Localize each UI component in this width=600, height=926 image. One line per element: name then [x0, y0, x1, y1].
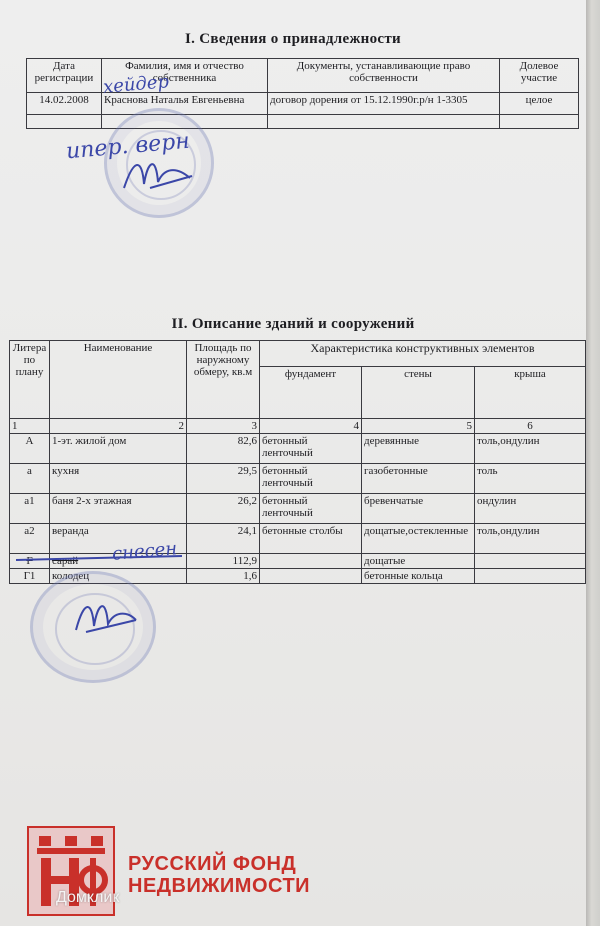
cell-litera: а1: [10, 494, 50, 524]
handwritten-note: хейдер: [102, 71, 170, 98]
cell-walls: бетонные кольца: [362, 569, 475, 584]
cell-roof: толь: [475, 464, 586, 494]
header-construction: Характеристика конструктивных элементов: [260, 341, 586, 367]
cell-area: 29,5: [187, 464, 260, 494]
column-number: 3: [187, 419, 260, 434]
cell-foundation: бетонный ленточный: [260, 464, 362, 494]
cell-walls: газобетонные: [362, 464, 475, 494]
column-number: 6: [475, 419, 586, 434]
table-row: [10, 464, 586, 494]
cell-area: 24,1: [187, 524, 260, 554]
column-number: 5: [362, 419, 475, 434]
signature: [120, 148, 200, 198]
header-reg-date: Дата регистрации: [27, 59, 102, 93]
header-walls: стены: [362, 367, 475, 419]
cell-name: кухня: [50, 464, 187, 494]
column-numbers: [10, 419, 586, 434]
cell-name: колодец: [50, 569, 187, 584]
cell-foundation: бетонный ленточный: [260, 494, 362, 524]
buildings-table: [9, 340, 586, 584]
page-edge: [586, 0, 600, 926]
cell-area: 26,2: [187, 494, 260, 524]
cell-foundation: [260, 554, 362, 569]
cell-walls: бревенчатые: [362, 494, 475, 524]
cell-name: сарай: [50, 554, 187, 569]
header-foundation: фундамент: [260, 367, 362, 419]
column-number: 1: [10, 419, 50, 434]
table-row: [10, 524, 586, 554]
cell-document: договор дорения от 15.12.1990г.р/н 1-3305: [268, 93, 500, 115]
cell-roof: толь,ондулин: [475, 434, 586, 464]
brand-name-line2: НЕДВИЖИМОСТИ: [128, 875, 311, 897]
table-row: [10, 434, 586, 464]
header-owner: Фамилия, имя и отчество собственника: [102, 59, 268, 93]
column-number: 4: [260, 419, 362, 434]
cell-litera: Г1: [10, 569, 50, 584]
domclick-watermark: Домклик: [56, 889, 120, 906]
cell-foundation: бетонные столбы: [260, 524, 362, 554]
header-name: Наименование: [50, 341, 187, 419]
cell-area: 112,9: [187, 554, 260, 569]
section2-title: II. Описание зданий и сооружений: [171, 316, 415, 332]
header-litera: Литера по плану: [10, 341, 50, 419]
header-roof: крыша: [475, 367, 586, 419]
header-share: Долевое участие: [500, 59, 579, 93]
handwritten-note: ипер. верн: [65, 128, 191, 165]
cell-document: [268, 115, 500, 129]
cell-foundation: [260, 569, 362, 584]
cell-litera: а: [10, 464, 50, 494]
cell-name: баня 2-х этажная: [50, 494, 187, 524]
cell-area: 82,6: [187, 434, 260, 464]
cell-roof: толь,ондулин: [475, 524, 586, 554]
header-area: Площадь по наружному обмеру, кв.м: [187, 341, 260, 419]
section1-title: I. Сведения о принадлежности: [185, 31, 401, 47]
table-row: [10, 494, 586, 524]
cell-walls: дощатые,остекленные: [362, 524, 475, 554]
cell-date: 14.02.2008: [27, 93, 102, 115]
cell-roof: [475, 569, 586, 584]
cell-foundation: бетонный ленточный: [260, 434, 362, 464]
signature: [72, 590, 142, 640]
cell-litera: а2: [10, 524, 50, 554]
cell-share: [500, 115, 579, 129]
column-number: 2: [50, 419, 187, 434]
cell-litera: А: [10, 434, 50, 464]
handwritten-removed-note: снесен: [111, 538, 178, 565]
cell-roof: [475, 554, 586, 569]
cell-name: 1-эт. жилой дом: [50, 434, 187, 464]
table-row: [27, 115, 579, 129]
cell-name: веранда: [50, 524, 187, 554]
cell-walls: деревянные: [362, 434, 475, 464]
brand-name-line1: РУССКИЙ ФОНД: [128, 853, 297, 875]
cell-litera: Г: [10, 554, 50, 569]
cell-owner: Краснова Наталья Евгеньевна: [102, 93, 268, 115]
cell-walls: дощатые: [362, 554, 475, 569]
cell-share: целое: [500, 93, 579, 115]
cell-date: [27, 115, 102, 129]
cell-roof: ондулин: [475, 494, 586, 524]
strike-line: [14, 552, 184, 564]
cell-area: 1,6: [187, 569, 260, 584]
header-documents: Документы, устанавливающие право собственности: [268, 59, 500, 93]
